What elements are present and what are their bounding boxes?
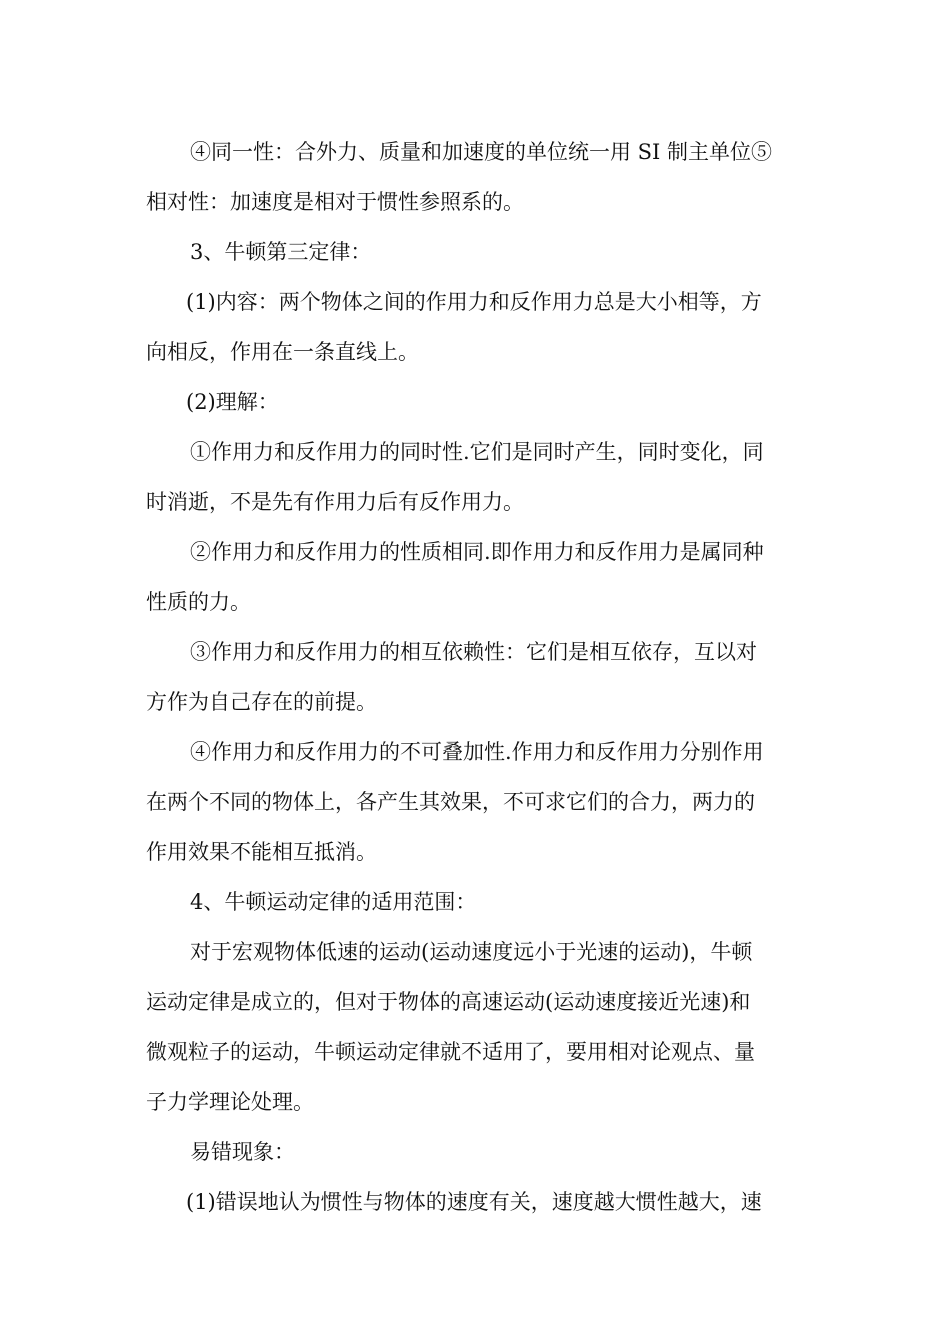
text-line: 对于宏观物体低速的运动(运动速度远小于光速的运动)，牛顿 <box>190 940 753 964</box>
text-line: 向相反，作用在一条直线上。 <box>146 340 419 364</box>
text-line: ④作用力和反作用力的不可叠加性.作用力和反作用力分别作用 <box>190 740 764 764</box>
text-line: 时消逝，不是先有作用力后有反作用力。 <box>146 490 524 514</box>
text-line: (2)理解： <box>186 390 279 414</box>
text-line: 相对性：加速度是相对于惯性参照系的。 <box>146 190 524 214</box>
text-line: 微观粒子的运动，牛顿运动定律就不适用了，要用相对论观点、量 <box>146 1040 755 1064</box>
text-line: 运动定律是成立的，但对于物体的高速运动(运动速度接近光速)和 <box>146 990 751 1014</box>
text-line: ②作用力和反作用力的性质相同.即作用力和反作用力是属同种 <box>190 540 764 564</box>
text-line: (1)内容：两个物体之间的作用力和反作用力总是大小相等，方 <box>186 290 762 314</box>
text-line: ④同一性：合外力、质量和加速度的单位统一用 SI 制主单位⑤ <box>190 140 773 164</box>
text-line: 在两个不同的物体上，各产生其效果，不可求它们的合力，两力的 <box>146 790 755 814</box>
text-line: 方作为自己存在的前提。 <box>146 690 377 714</box>
text-line: 作用效果不能相互抵消。 <box>146 840 377 864</box>
text-line: 3、牛顿第三定律： <box>190 240 372 264</box>
text-line: ③作用力和反作用力的相互依赖性：它们是相互依存，互以对 <box>190 640 757 664</box>
text-line: 子力学理论处理。 <box>146 1090 314 1114</box>
text-line: 4、牛顿运动定律的适用范围： <box>190 890 477 914</box>
text-line: (1)错误地认为惯性与物体的速度有关，速度越大惯性越大，速 <box>186 1190 762 1214</box>
text-line: 性质的力。 <box>146 590 251 614</box>
text-line: ①作用力和反作用力的同时性.它们是同时产生，同时变化，同 <box>190 440 764 464</box>
text-line: 易错现象： <box>190 1140 295 1164</box>
